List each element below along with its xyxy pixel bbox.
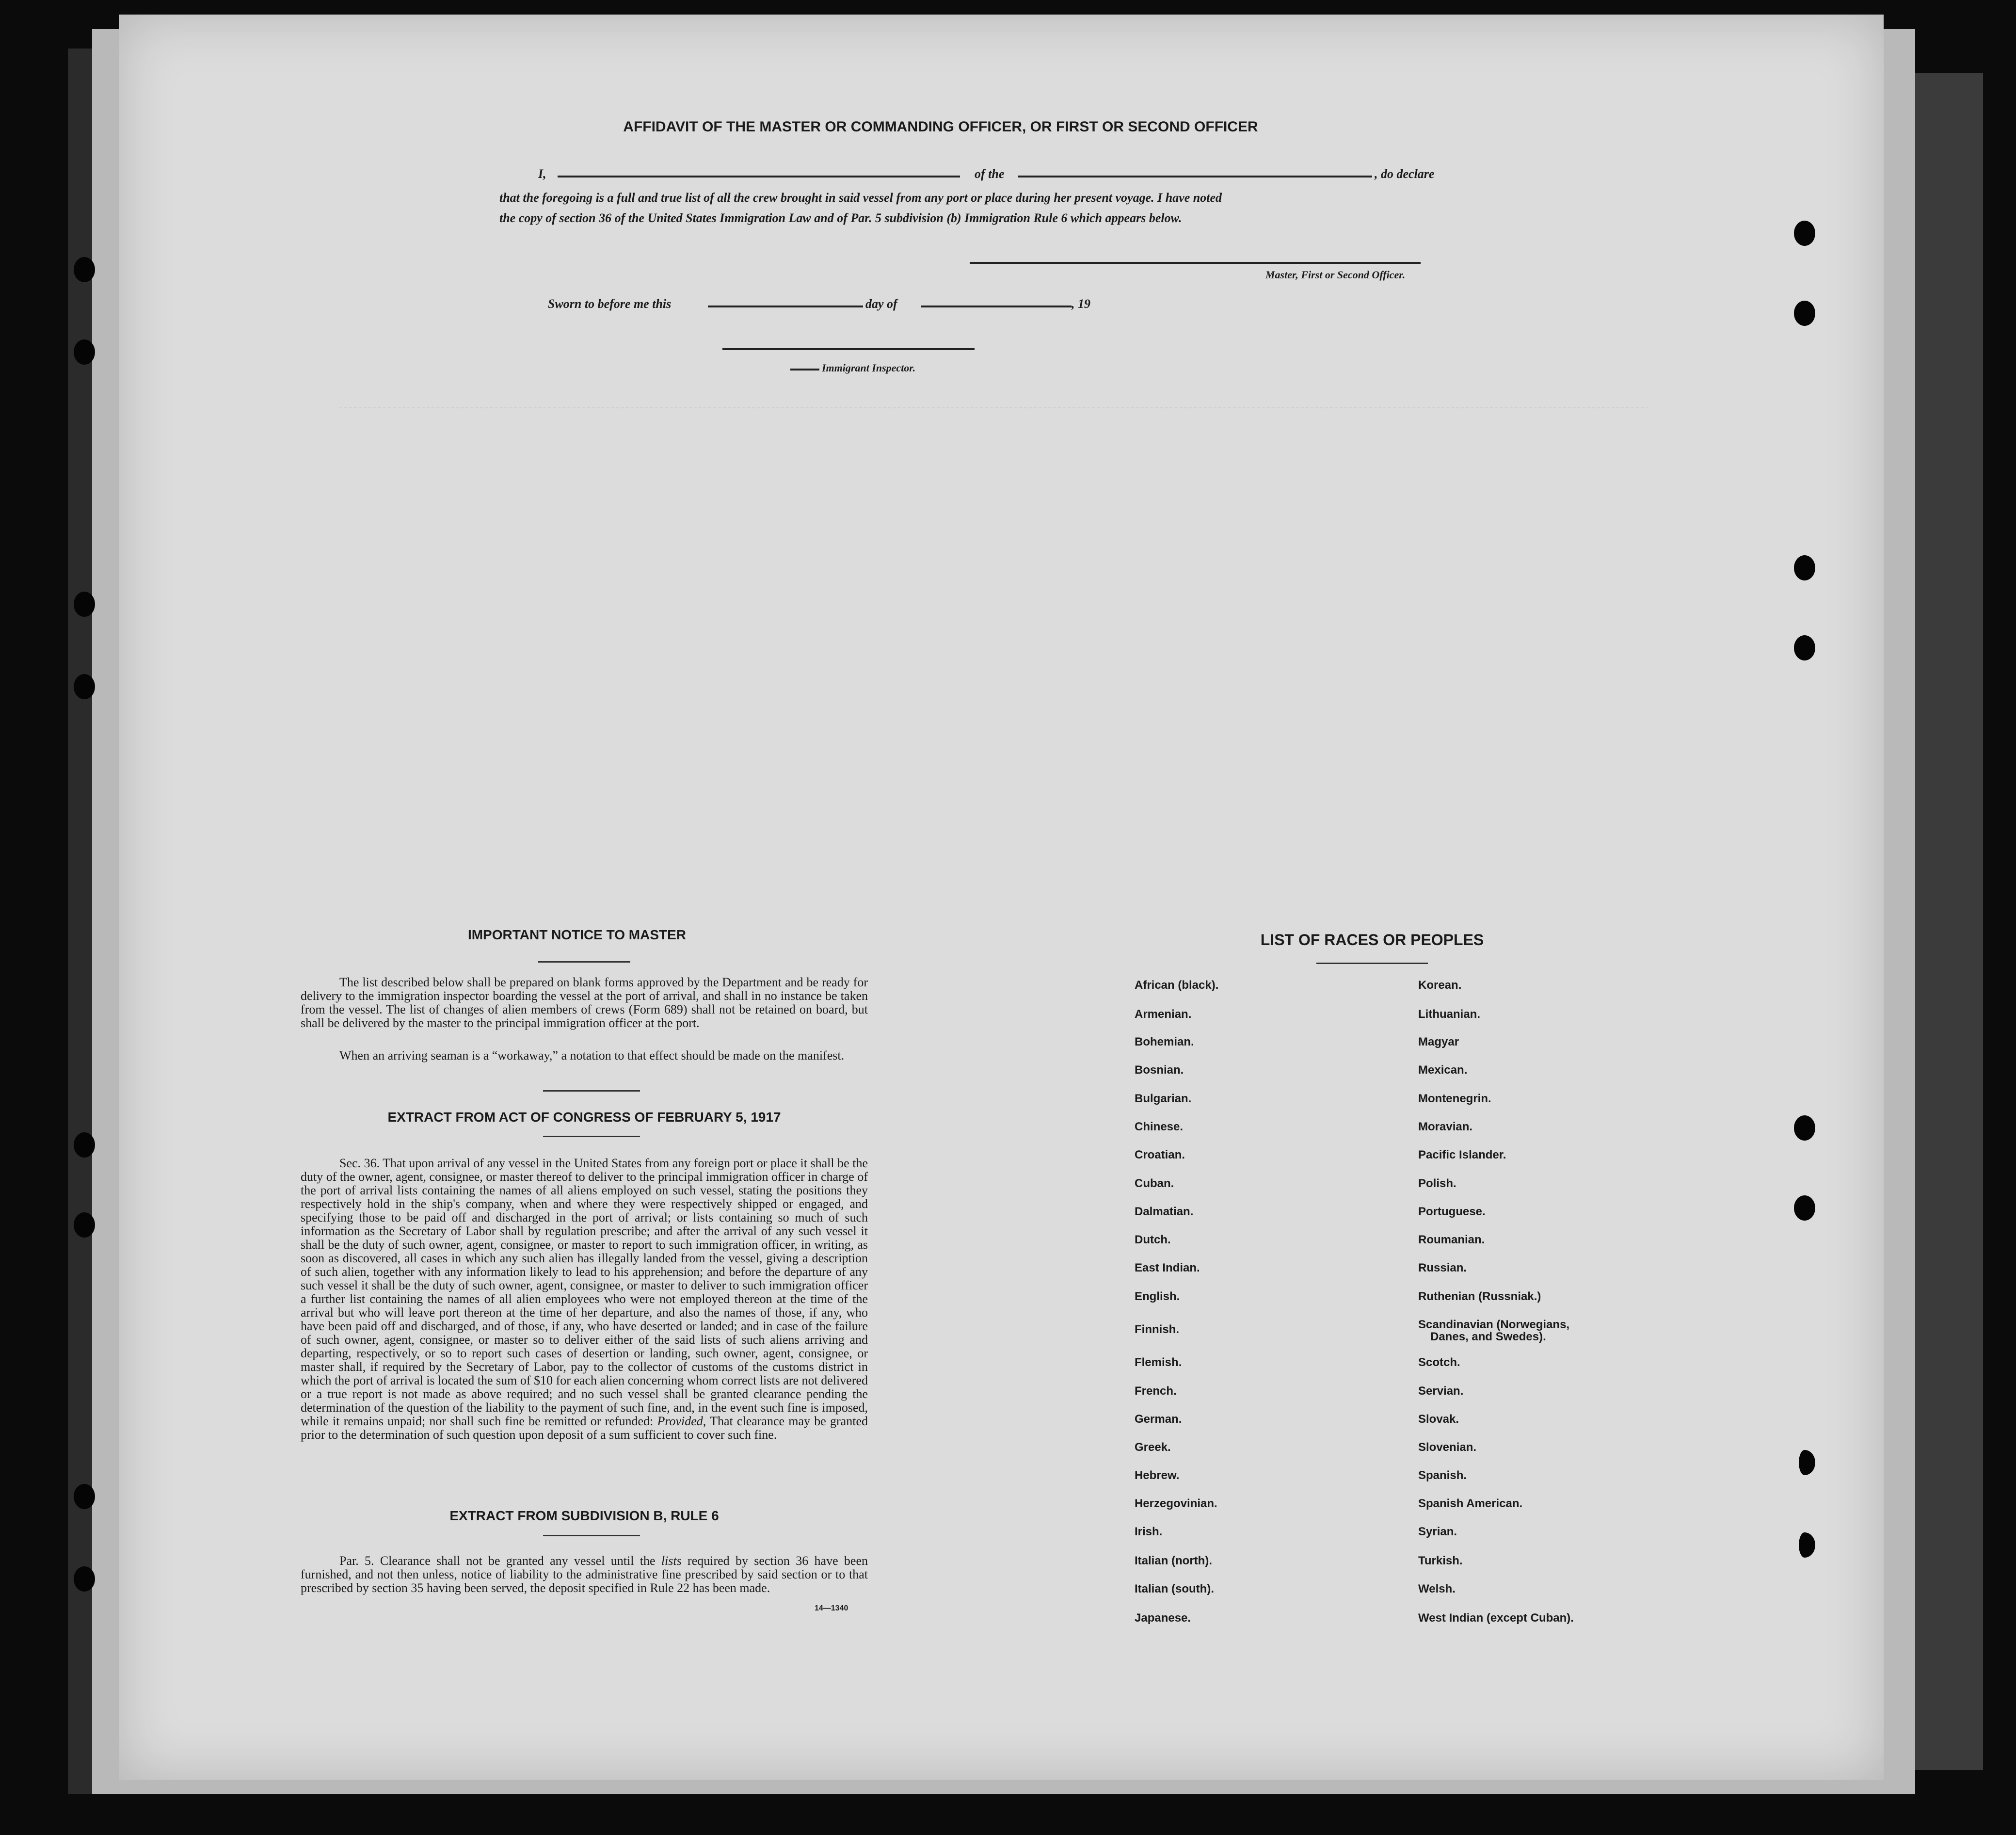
rule-divider [543,1535,640,1536]
master-signature-label: Master, First or Second Officer. [1265,269,1406,281]
race-item: Irish. [1135,1525,1163,1538]
race-item: Japanese. [1135,1611,1191,1625]
affidavit-declare-label: , do declare [1375,167,1435,181]
binder-hole [74,674,95,699]
affidavit-statement-line: that the foregoing is a full and true list of all the crew brought in said vessel from any port or place during her present voyage. I have noted [499,191,1222,205]
section-divider [543,1090,640,1092]
act-text-italic: Provided, [657,1414,706,1428]
inspector-signature-blank[interactable] [722,348,975,350]
race-item: Syrian. [1418,1525,1457,1538]
races-divider [1316,963,1428,964]
race-item: Mexican. [1418,1063,1468,1077]
race-item: Herzegovinian. [1135,1497,1217,1510]
race-item: Roumanian. [1418,1233,1485,1246]
race-item: Dutch. [1135,1233,1171,1246]
binder-hole [1794,555,1815,580]
affiant-name-blank[interactable] [558,176,960,177]
race-item: Armenian. [1135,1008,1192,1021]
notice-title: IMPORTANT NOTICE TO MASTER [467,927,687,942]
race-item: Italian (north). [1135,1554,1212,1567]
race-item: Slovak. [1418,1413,1459,1426]
race-item: Scandinavian (Norwegians, [1418,1318,1570,1331]
binder-hole [1794,221,1815,246]
race-continuation: Danes, and Swedes). [1430,1330,1546,1343]
race-item: Scotch. [1418,1356,1460,1369]
race-item: Finnish. [1135,1323,1179,1336]
race-item: African (black). [1135,979,1219,992]
race-item: Ruthenian (Russniak.) [1418,1290,1541,1303]
race-item: Polish. [1418,1177,1456,1190]
race-item: Bohemian. [1135,1035,1194,1048]
notice-paragraph: The list described below shall be prepared on blank forms approved by the Department and be ready for delivery to the immigration inspector boarding the vessel at the port of arrival, and shall in no instance be taken from the vessel. The list of changes of alien members of crews (Form 689) shall not be retained on board, but shall be delivered by the master to the principal immigration officer at the port. [301,975,868,1030]
binder-hole [1794,1532,1815,1558]
race-item: Cuban. [1135,1177,1174,1190]
race-item: Portuguese. [1418,1205,1486,1218]
race-item: Servian. [1418,1384,1464,1398]
race-item: Korean. [1418,979,1462,992]
binder-hole [74,339,95,365]
race-item: Italian (south). [1135,1582,1214,1595]
act-divider [543,1136,640,1137]
act-section-36 [301,1157,868,1442]
notice-paragraph: When an arriving seaman is a “workaway,” a notation to that effect should be made on the manifest. [339,1048,845,1062]
sworn-day-of-label: day of [865,297,897,311]
race-item: Hebrew. [1135,1469,1180,1482]
sworn-year-label: , 19 [1072,297,1090,311]
inspector-label-rule [790,369,819,370]
race-item: French. [1135,1384,1177,1398]
race-item: Chinese. [1135,1120,1184,1133]
race-item: Croatian. [1135,1148,1185,1161]
binder-hole [1794,635,1815,660]
affidavit-of-the-label: of the [975,167,1005,181]
act-title: EXTRACT FROM ACT OF CONGRESS OF FEBRUARY 5, 1917 [387,1110,781,1125]
race-item: Bosnian. [1135,1063,1184,1077]
binder-hole [74,257,95,282]
rule-title: EXTRACT FROM SUBDIVISION B, RULE 6 [449,1508,719,1523]
sworn-day-blank[interactable] [708,306,863,307]
race-item: West Indian (except Cuban). [1418,1611,1574,1625]
race-item: Dalmatian. [1135,1205,1194,1218]
notice-divider [538,961,630,963]
race-item: Lithuanian. [1418,1008,1480,1021]
race-item: Turkish. [1418,1554,1463,1567]
master-signature-blank[interactable] [970,262,1421,264]
binder-hole [74,1132,95,1158]
race-item: East Indian. [1135,1261,1200,1274]
race-item: Spanish American. [1418,1497,1523,1510]
rule-paragraph [301,1554,868,1595]
act-text: That clearance may be granted prior to the determination of such question upon deposit of a sum sufficient to cover such fine. [301,1414,868,1442]
act-text: Sec. 36. That upon arrival of any vessel in the United States from any foreign port or place it shall be the duty of the owner, agent, consignee, or master thereof to deliver to the principal immigration officer in charge of the port of arrival lists containing the names of all aliens employed on such vessel, stating the positions they respectively hold in the ship's company, when and where they were respectively shipped or engaged, and specifying those to be paid off and discharged in the port of arrival; or lists containing so much of such information as the Secretary of Labor shall by regulation prescribe; and after the arrival of any such vessel it shall be the duty of such owner, agent, consignee, or master to report to such immigration officer, in writing, as soon as discovered, all cases in which any such alien has illegally landed from the vessel, giving a description of such alien, together with any information likely to lead to his apprehension; and before the departure of any such vessel it shall be the duty of such owner, agent, consignee, or master to deliver to such immigration officer a further list containing the names of all alien employees who were not employed thereon at the time of the arrival but who will leave port thereon at the time of her departure, and also the names of those, if any, who have been paid off and discharged, and of those, if any, who have deserted or landed; and in case of the failure of such owner, agent, consignee, or master so to deliver either of the said lists of such aliens arriving and departing, respectively, or so to report such cases of desertion or landing, such owner, agent, consignee, or master shall, if required by the Secretary of Labor, pay to the collector of customs of the customs district in which the port of arrival is located the sum of $10 for each alien concerning whom correct lists are not delivered or a true report is not made as above required; and no such vessel shall be granted clearance pending the determination of the question of the liability to the payment of such fine, and, in the event such fine is imposed, while it remains unpaid; nor shall such fine be remitted or refunded: [301,1156,868,1428]
rule-text-italic: lists [661,1554,682,1568]
race-item: Moravian. [1418,1120,1473,1133]
binder-hole [1794,301,1815,326]
binder-hole [74,592,95,617]
race-item: Russian. [1418,1261,1467,1274]
race-item: Montenegrin. [1418,1092,1491,1105]
race-item: Welsh. [1418,1582,1456,1595]
race-item: Flemish. [1135,1356,1182,1369]
affidavit-title: AFFIDAVIT OF THE MASTER OR COMMANDING OFFICER, OR FIRST OR SECOND OFFICER [623,119,1258,135]
form-number: 14—1340 [815,1604,848,1612]
binder-hole [74,1212,95,1238]
sworn-label: Sworn to before me this [548,297,672,311]
races-title: LIST OF RACES OR PEOPLES [1260,931,1484,949]
rule-text: required by section 36 have been furnished, and not then unless, notice of liability to the administrative fine prescribed by said section or to that prescribed by section 35 having been served, the deposit specified in Rule 22 has been made. [301,1554,868,1595]
affidavit-i-label: I, [538,167,546,181]
race-item: Bulgarian. [1135,1092,1192,1105]
inspector-label: Immigrant Inspector. [822,362,916,374]
binder-hole [1794,1195,1815,1221]
binder-hole [74,1484,95,1509]
race-item: German. [1135,1413,1182,1426]
race-item: Magyar [1418,1035,1459,1048]
binder-hole [1794,1450,1815,1475]
sworn-month-blank[interactable] [921,306,1072,307]
race-item: Spanish. [1418,1469,1467,1482]
rule-text: Par. 5. Clearance shall not be granted any vessel until the [339,1554,661,1568]
race-item: Pacific Islander. [1418,1148,1506,1161]
bleed-through [339,407,1648,990]
vessel-name-blank[interactable] [1018,176,1372,177]
binder-hole [1794,1115,1815,1141]
race-item: English. [1135,1290,1180,1303]
race-item: Greek. [1135,1441,1171,1454]
affidavit-statement-line: the copy of section 36 of the United States Immigration Law and of Par. 5 subdivision (b) Immigration Rule 6 which appears below. [499,211,1182,225]
binder-hole [74,1566,95,1592]
race-item: Slovenian. [1418,1441,1477,1454]
